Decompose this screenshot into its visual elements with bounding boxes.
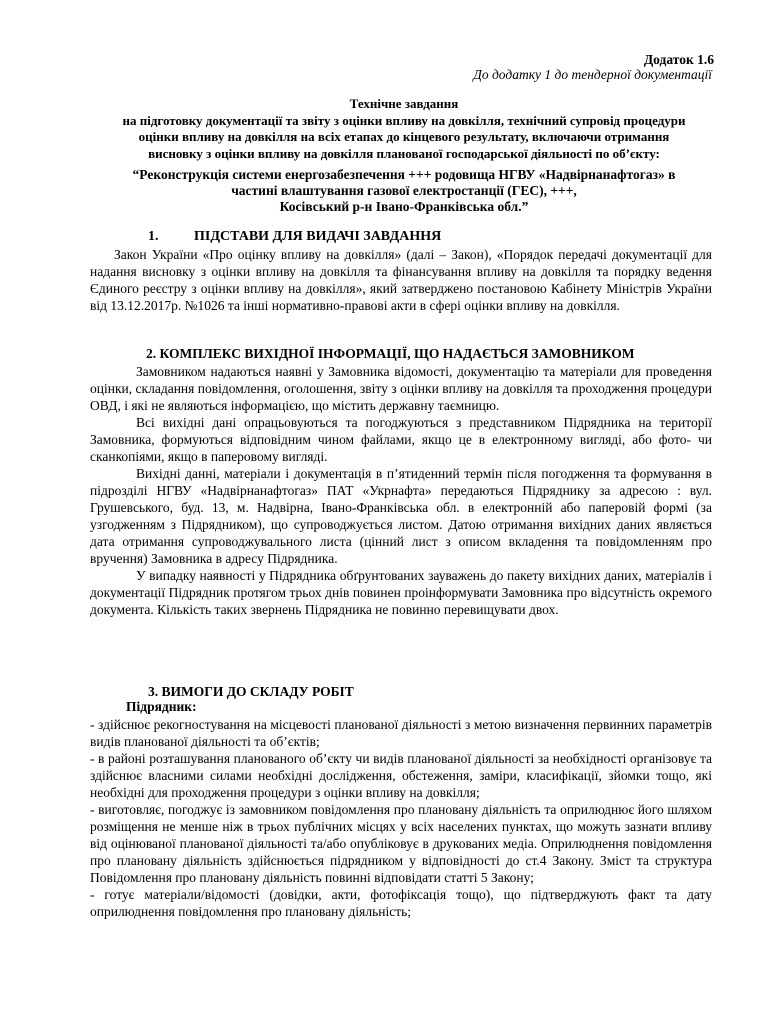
- section-3-heading: 3. ВИМОГИ ДО СКЛАДУ РОБІТ: [148, 684, 354, 699]
- annex-number: Додаток 1.6: [643, 52, 714, 67]
- section-1-body: [90, 246, 712, 314]
- title-line: на підготовку документації та звіту з оцінки впливу на довкілля, технічний супровід процедури: [122, 112, 686, 128]
- section-2-body: [90, 363, 712, 618]
- object-name-line: “Реконструкція системи енергозабезпечення +++ родовища НГВУ «Надвірнанафтогаз» в: [132, 167, 676, 182]
- title-line: Технічне завдання: [349, 96, 459, 111]
- section-3-subheading: Підрядник:: [126, 699, 197, 714]
- section-3-body: [90, 716, 712, 920]
- section-1-title: ПІДСТАВИ ДЛЯ ВИДАЧІ ЗАВДАННЯ: [194, 229, 442, 244]
- list-item: - готує матеріали/відомості (довідки, акти, фотофіксація тощо), що підтверджують факт та дату оприлюднення повідомлення про плановану діяльність;: [90, 887, 712, 919]
- title-line: висновку з оцінки впливу на довкілля планованої господарської діяльності по об’єкту:: [148, 145, 660, 161]
- document-title: [88, 96, 720, 162]
- paragraph: Замовником надаються наявні у Замовника відомості, документацію та матеріали для проведення оцінки, складання повідомлення, оголошення, звіту з оцінки впливу на довкілля та проходження процедури ОВД, і які не являються інформацією, що містить державну таємницю.: [90, 364, 712, 413]
- title-line: оцінки впливу на довкілля на всіх етапах до кінцевого результату, включаючи отримання: [138, 129, 670, 144]
- object-name-line: частині влаштування газової електростанції (ГЕС), +++,: [231, 183, 577, 198]
- list-item: - в районі розташування планованого об’єкту чи видів планованої діяльності за необхідності організовує та здійснює власними силами необхідні дослідження, обстеження, заміри, класифікації, зйомки тощо, які необхідні для проходження процедури з оцінки впливу на довкілля;: [90, 751, 712, 800]
- section-2-heading: 2. КОМПЛЕКС ВИХІДНОЇ ІНФОРМАЦІЇ, ЩО НАДАЄТЬСЯ ЗАМОВНИКОМ: [146, 346, 635, 361]
- object-name: [96, 167, 712, 215]
- list-item: - виготовляє, погоджує із замовником повідомлення про плановану діяльність та оприлюднює його шляхом розміщення не менше ніж в трьох публічних місцях у всіх населених пунктах, що можуть зазнати впливу від оцінюваної планованої діяльності та/або опубліковує в друкованих медіа. Оприлюднення повідомлення про плановану діяльність здійснюється підрядником у відповідності до ст.4 Закону. Зміст та структура Повідомлення про плановану діяльність повинні відповідати статті 5 Закону;: [90, 802, 712, 885]
- annex-subtitle: До додатку 1 до тендерної документації: [473, 67, 712, 82]
- list-item: - здійснює рекогностування на місцевості планованої діяльності з метою визначення первинних параметрів видів планованої діяльності та об’єктів;: [90, 717, 712, 749]
- object-name-line: Косівський р-н Івано-Франківська обл.”: [279, 199, 529, 214]
- section-1-heading: [148, 229, 441, 245]
- paragraph: Всі вихідні дані опрацьовуються та погоджуються з представником Підрядника на території Замовника, формуються відповідним чином файлами, якщо це в електронному вигляді, або фото- чи сканкопіями, якщо в паперовому вигляді.: [90, 415, 712, 464]
- paragraph: Закон України «Про оцінку впливу на довкілля» (далі – Закон), «Порядок передачі документації для надання висновку з оцінки впливу на довкілля та фінансування впливу на довкілля та порядку ведення Єдиного реєстру з оцінки впливу на довкілля», який затверджено постановою Кабінету Міністрів України від 13.12.2017р. №1026 та інші нормативно-правові акти в сфері оцінки впливу на довкілля.: [90, 247, 712, 313]
- paragraph: Вихідні данні, матеріали і документація в п’ятиденний термін після погодження та формування в підрозділі НГВУ «Надвірнанафтогаз» ПАТ «Укрнафта» передаються Підряднику за адресою : вул. Грушевського, буд. 13, м. Надвірна, Івано-Франківська обл. в електронній або паперовій формі (за узгодженням з Підрядником), що супроводжується листом. Датою отримання вихідних даних являється дата отримання супроводжувального листа (цінний лист з описом вкладення та повідомленням про вручення) Замовника в адресу Підрядника.: [90, 466, 712, 566]
- section-1-number: 1.: [148, 229, 159, 244]
- paragraph: У випадку наявності у Підрядника обґрунтованих зауважень до пакету вихідних даних, матеріалів і документації Підрядник протягом трьох днів повинен проінформувати Замовника про відсутність окремого документа. Кількість таких звернень Підрядника не повинно перевищувати двох.: [90, 568, 712, 617]
